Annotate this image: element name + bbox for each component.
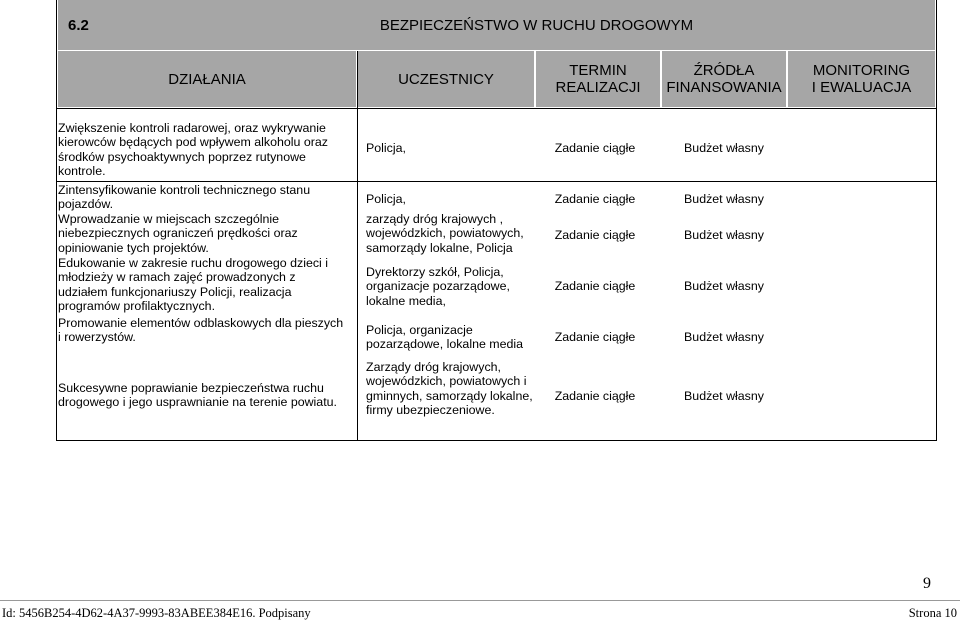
action-item: Promowanie elementów odblaskowych dla pieszych i rowerzystów. bbox=[58, 316, 344, 345]
funding-cell: Budżet własny bbox=[684, 192, 764, 206]
participants-cell: Zarządy dróg krajowych, wojewódzkich, powiatowych i gminnych, samorządy lokalne, firmy ubezpieczeniowe. bbox=[366, 360, 533, 418]
funding-cell: Budżet własny bbox=[684, 228, 764, 242]
term-cell: Zadanie ciągłe bbox=[554, 330, 636, 344]
participants-cell: Policja, bbox=[366, 141, 406, 155]
action-item: Zwiększenie kontroli radarowej, oraz wykrywanie kierowców będących pod wpływem alkoholu oraz środków psychoaktywnych poprzez rutynowe kontrole. bbox=[58, 121, 328, 179]
participants-cell: Policja, organizacje pozarządowe, lokalne media bbox=[366, 323, 524, 352]
column-header-monitoring: MONITORING I EWALUACJA bbox=[788, 51, 935, 107]
table-bottom-rule bbox=[56, 440, 937, 441]
table-border-left bbox=[56, 0, 57, 441]
term-cell: Zadanie ciągłe bbox=[554, 228, 636, 242]
column-header-actions: DZIAŁANIA bbox=[58, 51, 356, 107]
action-item: Zintensyfikowanie kontroli technicznego stanu pojazdów. bbox=[58, 183, 311, 212]
section-title: BEZPIECZEŃSTWO W RUCHU DROGOWYM bbox=[138, 0, 935, 50]
action-item: Wprowadzanie w miejscach szczególnie niebezpiecznych ograniczeń prędkości oraz opiniowanie tych projektów. bbox=[58, 212, 298, 255]
term-cell: Zadanie ciągłe bbox=[554, 279, 636, 293]
column-header-participants: UCZESTNICY bbox=[358, 51, 534, 107]
term-cell: Zadanie ciągłe bbox=[554, 141, 636, 155]
funding-cell: Budżet własny bbox=[684, 141, 764, 155]
section-number: 6.2 bbox=[58, 0, 138, 50]
term-cell: Zadanie ciągłe bbox=[554, 192, 636, 206]
term-cell: Zadanie ciągłe bbox=[554, 389, 636, 403]
funding-cell: Budżet własny bbox=[684, 330, 764, 344]
table-border-right bbox=[936, 0, 937, 441]
page-number: 9 bbox=[923, 575, 931, 592]
header-rule bbox=[56, 108, 937, 109]
row-rule bbox=[56, 181, 937, 182]
participants-cell: Policja, bbox=[366, 192, 406, 206]
participants-cell: Dyrektorzy szkół, Policja, organizacje pozarządowe, lokalne media, bbox=[366, 265, 510, 308]
footer-page-label: Strona 10 bbox=[908, 606, 957, 620]
funding-cell: Budżet własny bbox=[684, 279, 764, 293]
action-item: Sukcesywne poprawianie bezpieczeństwa ruchu drogowego i jego usprawnianie na terenie powiatu. bbox=[58, 381, 337, 410]
footer-rule bbox=[0, 600, 960, 601]
action-item: Edukowanie w zakresie ruchu drogowego dzieci i młodzieży w ramach zajęć prowadzonych z udziałem funkcjonariuszy Policji, realizacja programów profilaktycznych. bbox=[58, 256, 328, 314]
column-header-funding: ŹRÓDŁA FINANSOWANIA bbox=[662, 51, 786, 107]
column-header-term: TERMIN REALIZACJI bbox=[536, 51, 660, 107]
participants-cell: zarządy dróg krajowych , wojewódzkich, powiatowych, samorządy lokalne, Policja bbox=[366, 212, 524, 255]
funding-cell: Budżet własny bbox=[684, 389, 764, 403]
footer-document-id: Id: 5456B254-4D62-4A37-9993-83ABEE384E16. Podpisany bbox=[2, 606, 311, 620]
column-divider-1 bbox=[357, 51, 358, 441]
